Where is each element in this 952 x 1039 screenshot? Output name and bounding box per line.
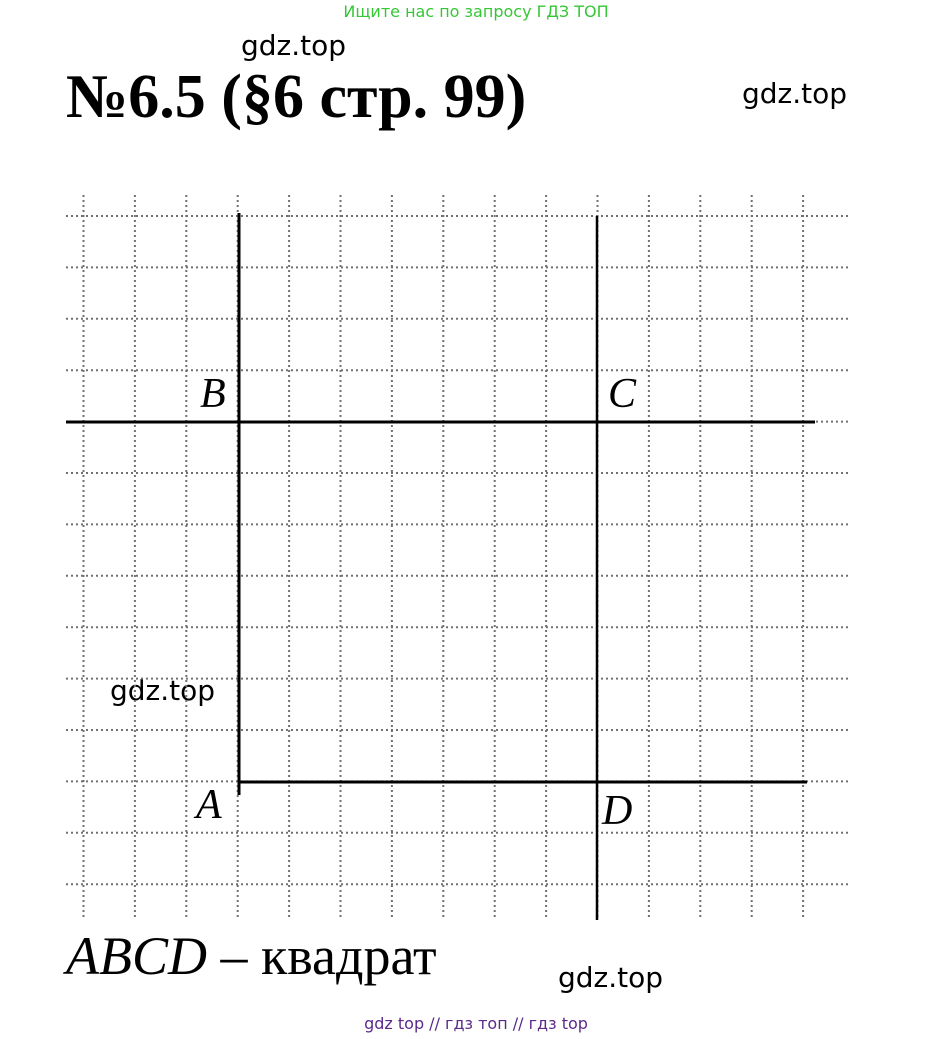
- top-banner: Ищите нас по запросу ГДЗ ТОП: [343, 2, 609, 21]
- watermark: gdz.top: [742, 77, 848, 110]
- vertex-label-d: D: [602, 788, 633, 834]
- caption: [66, 924, 437, 988]
- watermark: gdz.top: [558, 961, 664, 994]
- dotted-grid: [66, 195, 850, 918]
- watermark: gdz.top: [241, 29, 347, 62]
- watermark: gdz.top: [110, 674, 216, 707]
- footer: gdz top // гдз топ // гдз top: [364, 1014, 588, 1033]
- vertex-label-c: C: [608, 371, 637, 417]
- vertex-label-b: B: [200, 371, 226, 417]
- page-title: №6.5 (§6 стр. 99): [66, 63, 527, 131]
- caption-figure-name: ABCD: [66, 926, 207, 986]
- caption-text: – квадрат: [207, 926, 437, 986]
- vertex-label-a: A: [196, 782, 222, 828]
